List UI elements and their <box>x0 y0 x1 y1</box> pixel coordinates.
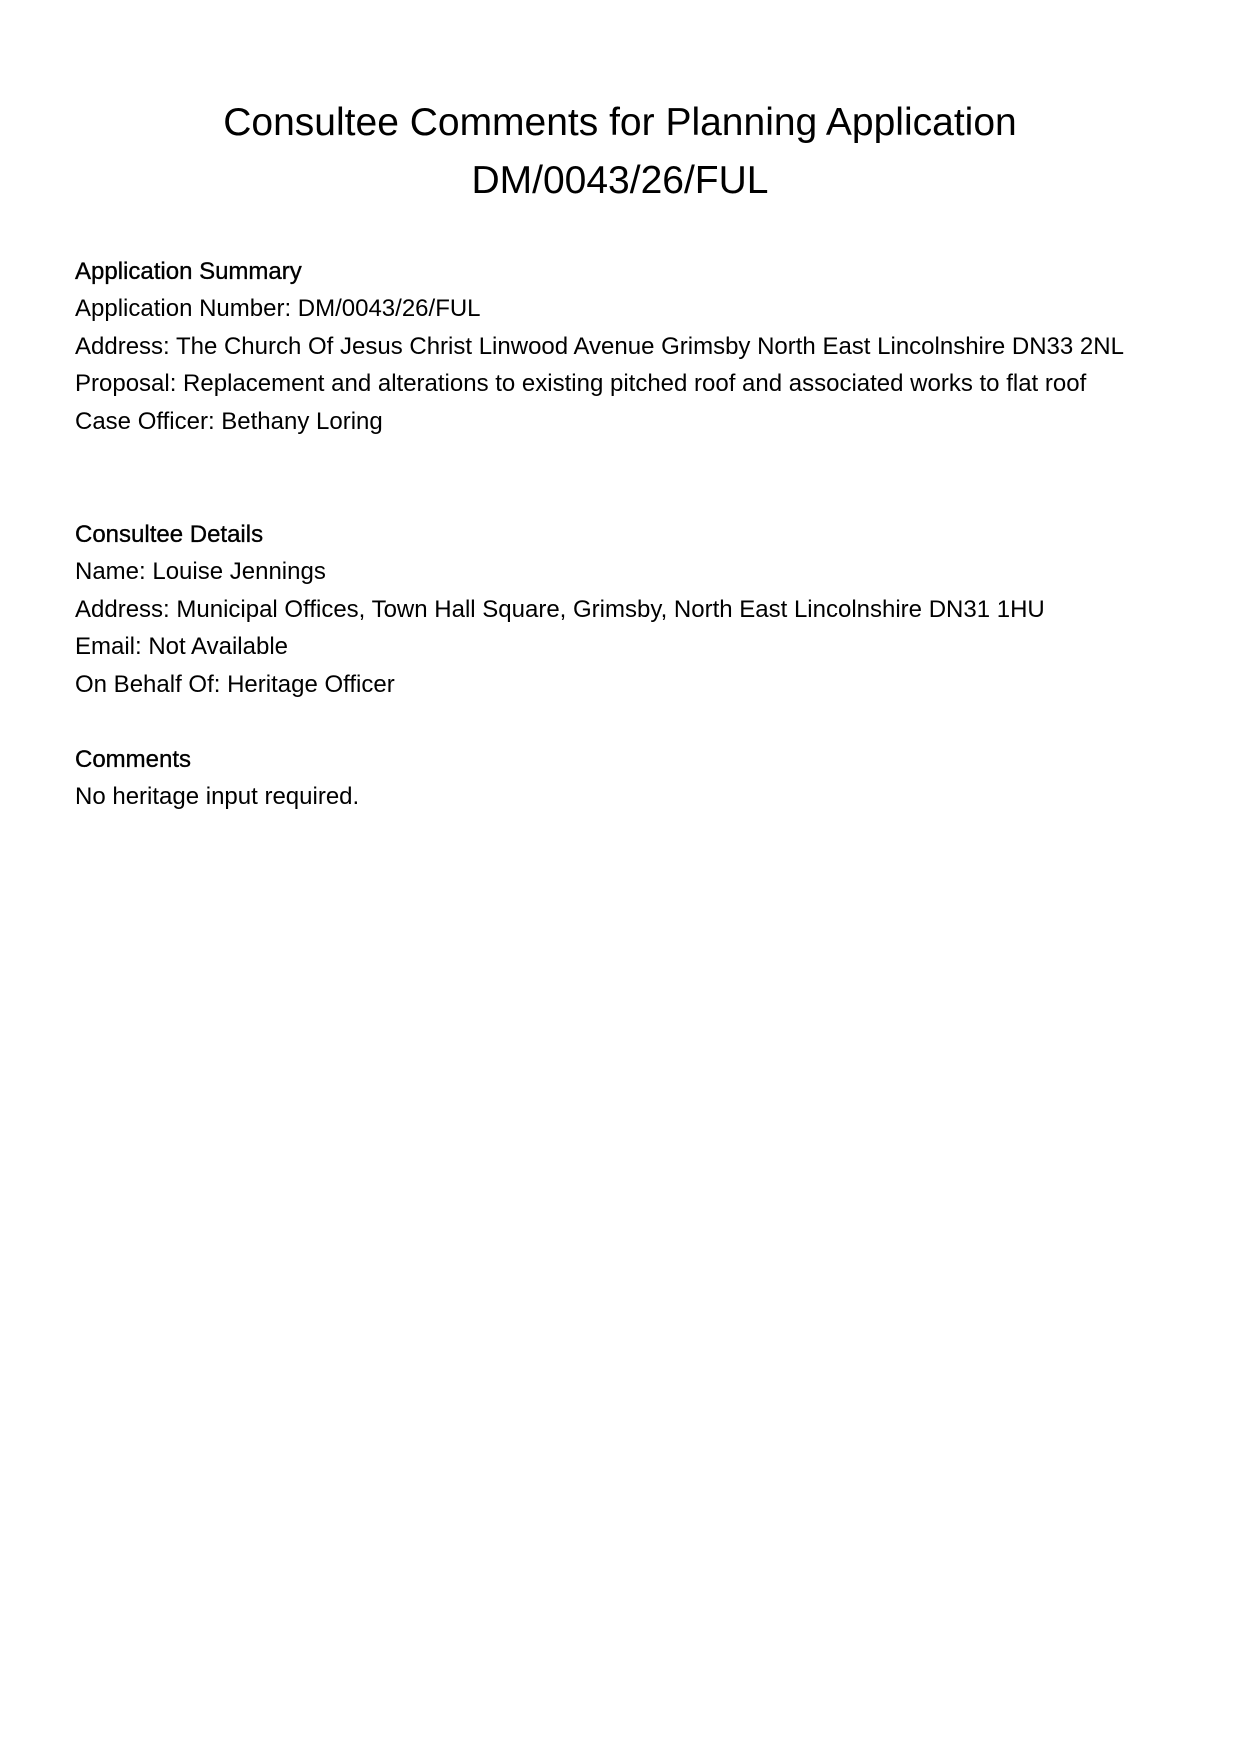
application-number: Application Number: DM/0043/26/FUL <box>75 295 481 322</box>
consultee-name: Name: Louise Jennings <box>75 558 326 585</box>
comments-heading: Comments <box>75 746 192 773</box>
case-officer: Case Officer: Bethany Loring <box>75 407 383 435</box>
consultee-on-behalf-of: On Behalf Of: Heritage Officer <box>75 670 395 698</box>
application-proposal: Proposal: Replacement and alterations to existing pitched roof and associated works to flat roof <box>75 370 1087 397</box>
consultee-email: Email: Not Available <box>75 633 288 660</box>
comments-text: No heritage input required. <box>75 783 360 810</box>
application-summary-section <box>75 253 1165 440</box>
consultee-details-section <box>75 516 1165 703</box>
consultee-address: Address: Municipal Offices, Town Hall Square, Grimsby, North East Lincolnshire DN31 1HU <box>75 595 1045 623</box>
application-address: Address: The Church Of Jesus Christ Linwood Avenue Grimsby North East Lincolnshire DN33 2NL <box>75 332 1124 360</box>
application-summary-heading: Application Summary <box>75 258 302 285</box>
page-title-line-1: Consultee Comments for Planning Application <box>223 101 1017 144</box>
page-title <box>0 94 1240 210</box>
comments-section <box>75 741 1165 816</box>
page-title-line-2: DM/0043/26/FUL <box>471 159 769 202</box>
consultee-details-heading: Consultee Details <box>75 521 264 548</box>
